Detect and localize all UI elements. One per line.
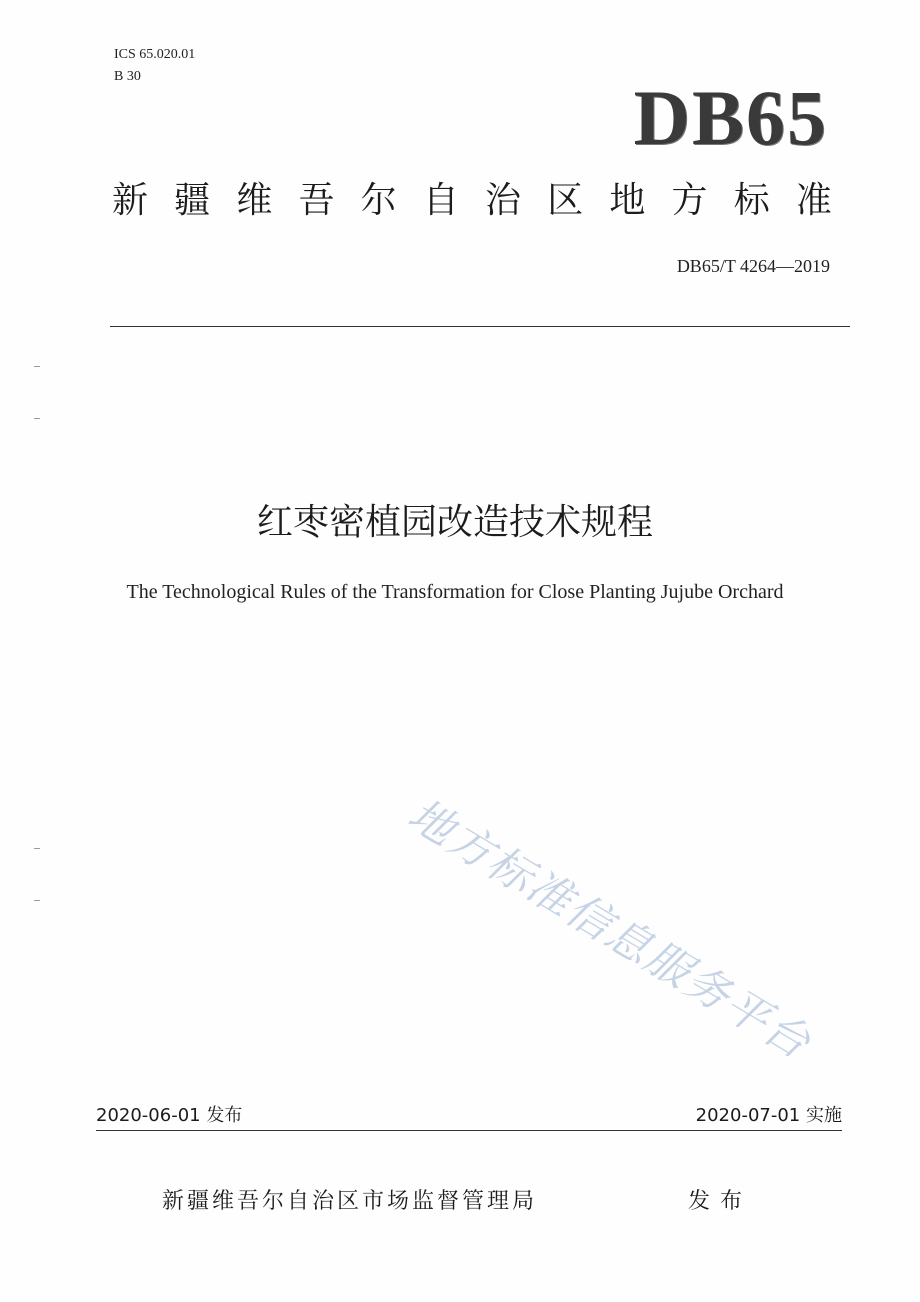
standard-type-heading [112,176,832,226]
header-divider [110,326,850,327]
standard-type-char: 疆 [174,180,211,221]
scan-mark [34,848,40,849]
title-chinese: 红枣密植园改造技术规程 [256,502,653,543]
watermark: 地方标准信息服务平台 [399,789,820,1070]
ccs-code: B 30 [114,69,141,84]
classification-codes [114,44,195,88]
scan-mark [34,418,40,419]
scan-mark [34,366,40,367]
standard-type-char: 治 [485,180,522,221]
issue-date: 2020-06-01 发布 [96,1105,243,1126]
footer-divider [96,1130,842,1131]
standard-type-char: 维 [236,180,273,221]
standard-number: DB65/T 4264—2019 [676,256,830,276]
standard-type-char: 标 [733,180,770,221]
standard-type-char: 自 [422,180,459,221]
standard-logo: DB65 [633,74,828,161]
issuing-action: 发布 [688,1189,753,1214]
standard-type-char: 准 [795,180,832,221]
effective-date: 2020-07-01 实施 [695,1105,842,1126]
issuing-authority: 新疆维吾尔自治区市场监督管理局 [162,1189,538,1214]
title-english: The Technological Rules of the Transformation for Close Planting Jujube Orchard [126,581,784,603]
standard-type-char: 新 [112,180,149,221]
standard-type-char: 吾 [298,180,335,221]
standard-type-char: 方 [671,180,708,221]
ics-code: ICS 65.020.01 [114,47,196,62]
standard-type-char: 区 [547,180,584,221]
standard-type-char: 尔 [360,180,397,221]
scan-mark [34,900,40,901]
standard-type-char: 地 [609,180,646,221]
